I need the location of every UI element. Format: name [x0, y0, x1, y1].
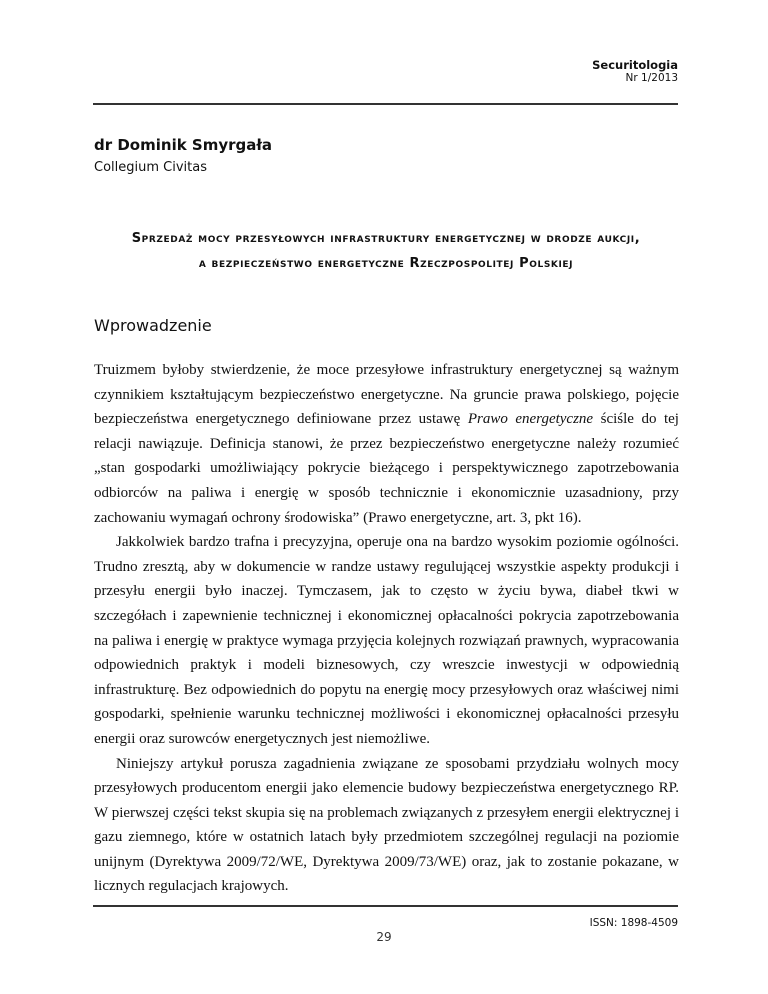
- paragraph: Niniejszy artykuł porusza zagadnienia związane ze sposobami przydziału wolnych mocy przesyłowych producentom energii jako elemencie budowy bezpieczeństwa energetycznego RP. W pierwszej części tekst skupia się na problemach związanych z przesyłem energii elektrycznej i gazu ziemnego, które w ostatnich latach były przedmiotem szczególnej regulacji na poziomie unijnym (Dyrektywa 2009/72/WE, Dyrektywa 2009/73/WE) oraz, jak to zostanie pokazane, w licznych regulacjach krajowych.: [94, 755, 679, 895]
- page-number: 29: [376, 930, 392, 944]
- title-line-1: Sprzedaż mocy przesyłowych infrastruktury energetycznej w drodze aukcji,: [131, 231, 641, 246]
- running-header: [592, 58, 678, 86]
- footer-divider: [93, 905, 678, 907]
- paragraph-text: Truizmem byłoby stwierdzenie, że moce przesyłowe infrastruktury energetycznej są ważnym czynnikiem kształtującym bezpieczeństwo energetyczne. Na gruncie prawa polskiego, pojęcie bezpieczeństwa energetycznego definiowane przez ustawę: [94, 362, 679, 428]
- article-body: [94, 358, 679, 899]
- author-name: dr Dominik Smyrgała: [94, 136, 273, 154]
- author-affiliation: Collegium Civitas: [94, 160, 207, 175]
- paragraph-text: ściśle do tej relacji nawiązuje. Definicja stanowi, że przez bezpieczeństwo energetyczne należy rozumieć „stan gospodarki umożliwiający pokrycie bieżącego i perspektywicznego zapotrzebowania odbiorców na paliwa i energię w sposób technicznie i ekonomicznie uzasadniony, przy zachowaniu wymagań ochrony środowiska” (Prawo energetyczne, art. 3, pkt 16).: [94, 411, 679, 526]
- paragraph: Jakkolwiek bardzo trafna i precyzyjna, operuje ona na bardzo wysokim poziomie ogólności. Trudno zresztą, aby w dokumencie w randze ustawy regulującej wszystkie aspekty produkcji i przesyłu energii było inaczej. Tymczasem, jak to często w życiu bywa, diabeł tkwi w szczegółach i zapewnienie technicznej i ekonomicznej opłacalności pokrycia zapotrzebowania na paliwa i energię w praktyce wymaga przyjęcia kolejnych rozwiązań prawnych, wypracowania odpowiednich praktyk i modeli biznesowych, czy wreszcie inwestycji w odpowiednią infrastrukturę. Bez odpowiednich do popytu na energię mocy przesyłowych oraz właściwej nimi gospodarki, spełnienie warunku technicznej możliwości i ekonomicznej opłacalności przesyłu energii oraz surowców energetycznych jest niemożliwe.: [94, 534, 679, 747]
- author-block: [94, 136, 272, 175]
- issue-number: Nr 1/2013: [625, 72, 678, 85]
- section-heading: Wprowadzenie: [94, 316, 212, 335]
- header-divider: [93, 103, 678, 105]
- journal-name: Securitologia: [592, 58, 678, 72]
- title-line-2: a bezpieczeństwo energetyczne Rzeczpospolitej Polskiej: [198, 256, 574, 271]
- issn: ISSN: 1898-4509: [589, 917, 678, 929]
- article-title: [94, 226, 678, 276]
- paragraph: [94, 358, 679, 530]
- law-title: Prawo energetyczne: [467, 411, 594, 428]
